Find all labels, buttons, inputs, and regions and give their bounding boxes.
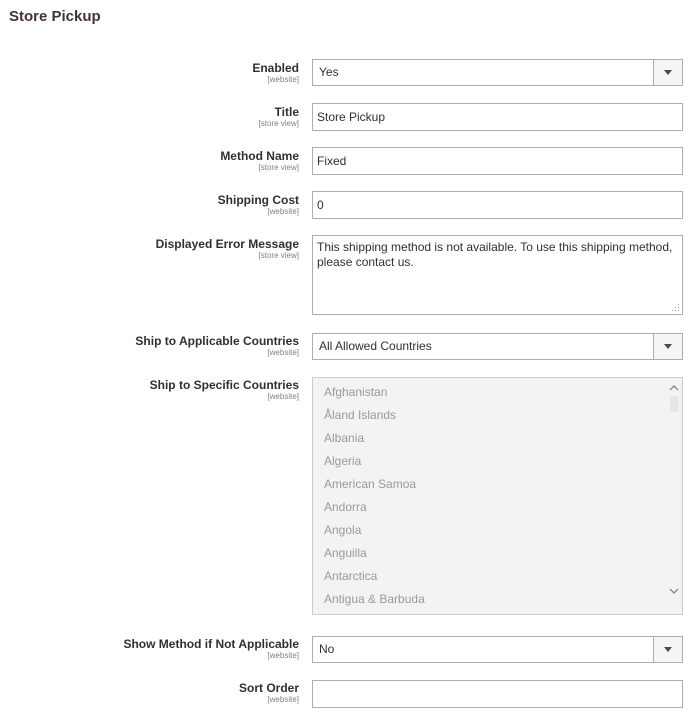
- country-option[interactable]: Anguilla: [324, 546, 367, 560]
- resize-grip-icon[interactable]: [671, 303, 680, 312]
- specific-countries-label: Ship to Specific Countries: [149, 378, 299, 392]
- title-scope: [store view]: [258, 119, 299, 128]
- error-message-label: Displayed Error Message: [155, 237, 299, 251]
- enabled-label: Enabled: [252, 61, 299, 75]
- enabled-value: Yes: [319, 65, 339, 79]
- specific-countries-label-group: [150, 378, 299, 402]
- shipping-cost-input[interactable]: 0: [312, 191, 683, 219]
- specific-countries-multiselect[interactable]: [312, 377, 683, 615]
- dropdown-arrow-icon[interactable]: [653, 60, 682, 85]
- scrollbar[interactable]: [666, 378, 682, 614]
- country-list: [313, 378, 682, 611]
- method-name-scope: [store view]: [258, 163, 299, 172]
- show-method-label: Show Method if Not Applicable: [123, 637, 299, 651]
- scroll-down-icon[interactable]: [669, 586, 679, 596]
- country-option[interactable]: Angola: [324, 523, 362, 537]
- show-method-value: No: [319, 642, 335, 656]
- shipping-cost-label-group: [218, 193, 299, 217]
- method-name-label-group: [220, 149, 299, 173]
- applicable-countries-scope: [website]: [267, 348, 299, 357]
- country-option[interactable]: Antarctica: [324, 569, 378, 583]
- country-option[interactable]: Albania: [324, 431, 365, 445]
- sort-order-label-group: [239, 681, 299, 705]
- section-title: Store Pickup: [9, 8, 101, 25]
- shipping-cost-scope: [website]: [267, 207, 299, 216]
- specific-countries-scope: [website]: [267, 392, 299, 401]
- country-option[interactable]: American Samoa: [324, 477, 417, 491]
- title-label-group: [259, 105, 299, 129]
- show-method-label-group: [123, 637, 299, 661]
- country-option[interactable]: Algeria: [324, 454, 362, 468]
- scroll-up-icon[interactable]: [669, 383, 679, 393]
- error-message-label-group: [156, 237, 299, 261]
- scrollbar-thumb[interactable]: [670, 396, 679, 412]
- country-option[interactable]: Åland Islands: [324, 408, 397, 422]
- sort-order-input[interactable]: [312, 680, 683, 708]
- enabled-select[interactable]: [312, 59, 683, 86]
- country-option[interactable]: Antigua & Barbuda: [324, 592, 425, 606]
- applicable-countries-value: All Allowed Countries: [319, 339, 432, 353]
- applicable-countries-select[interactable]: [312, 333, 683, 360]
- sort-order-scope: [website]: [267, 695, 299, 704]
- method-name-label: Method Name: [220, 149, 299, 163]
- title-input[interactable]: Store Pickup: [312, 103, 683, 131]
- title-label: Title: [274, 105, 299, 119]
- error-message-text: This shipping method is not available. To use this shipping method, please contact us.: [317, 240, 673, 269]
- show-method-select[interactable]: [312, 636, 683, 663]
- error-message-scope: [store view]: [258, 251, 299, 260]
- applicable-countries-label: Ship to Applicable Countries: [135, 334, 299, 348]
- dropdown-arrow-icon[interactable]: [653, 334, 682, 359]
- applicable-countries-label-group: [135, 334, 299, 358]
- method-name-input[interactable]: Fixed: [312, 147, 683, 175]
- show-method-scope: [website]: [267, 651, 299, 660]
- enabled-scope: [website]: [267, 75, 299, 84]
- error-message-textarea[interactable]: [312, 235, 683, 315]
- dropdown-arrow-icon[interactable]: [653, 637, 682, 662]
- sort-order-label: Sort Order: [238, 681, 299, 695]
- country-option[interactable]: Afghanistan: [324, 385, 388, 399]
- country-option[interactable]: Andorra: [324, 500, 367, 514]
- shipping-cost-label: Shipping Cost: [217, 193, 299, 207]
- enabled-label-group: [252, 61, 299, 85]
